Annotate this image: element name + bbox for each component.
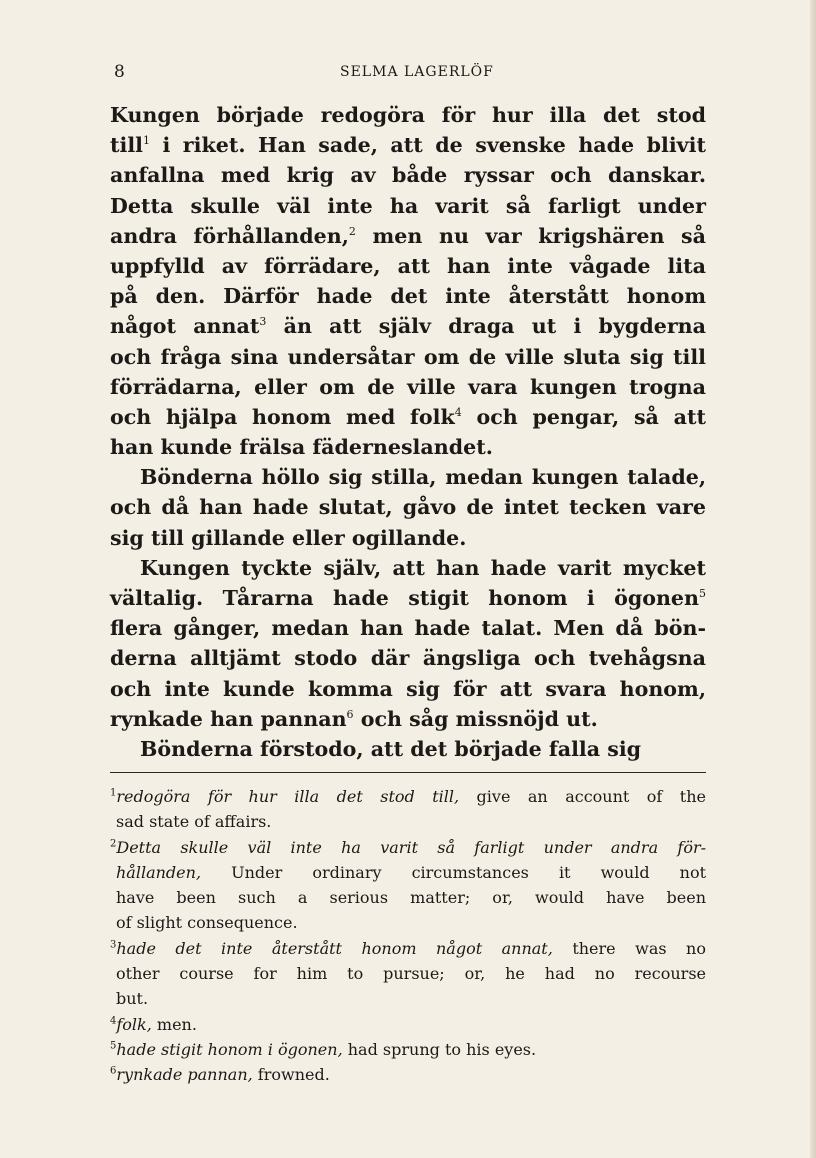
body-line [110,130,706,160]
body-line-text: och då han hade slutat, gåvo de intet tecken vare [110,495,706,520]
body-line [110,311,706,341]
body-line [110,100,706,130]
body-line-text: andra förhållanden, [110,223,349,248]
body-line-text: anfallna med krig av både ryssar och danskar. [110,163,706,188]
body-line [110,553,706,583]
footnote-term: folk, [116,1014,152,1034]
footnote [110,1037,706,1062]
footnote [110,835,706,936]
footnote-gloss: there was no [552,938,706,958]
footnote-term: Detta skulle väl inte ha varit så farligt under andra för- [116,837,706,857]
body-line-text: Detta skulle väl inte ha varit så farligt under [110,193,706,218]
page-edge [810,0,816,1158]
footnote-term: redogöra för hur illa det stod till, [116,787,460,806]
footnote-number: 5 [110,1040,117,1052]
body-line-text: vältalig. Tårarna hade stigit honom i ögonen [110,586,699,610]
footnote-number: 2 [110,838,117,850]
footnote-marker: 1 [142,134,150,148]
body-line [110,191,706,221]
body-line [110,734,706,764]
page-header [114,60,714,90]
footnote-marker: 5 [699,587,706,601]
body-line-text: och fråga sina undersåtar om de ville sluta sig till [110,344,706,369]
footnote-line [110,1012,706,1037]
footnote-marker: 2 [348,224,356,238]
footnote-gloss: men. [151,1014,197,1034]
footnote-term: hållanden, [116,862,202,882]
footnote-gloss: Under ordinary circumstances it would not [201,862,706,882]
body-line [110,432,706,462]
footnote-line [110,860,706,885]
body-line [110,160,706,190]
body-line-text: men nu var krigshären så [355,223,706,248]
footnote-rule [110,772,706,773]
footnote-number: 6 [110,1065,117,1077]
footnote-line [110,809,706,834]
body-line [110,674,706,704]
footnote-line [110,910,706,935]
footnote-line [110,1062,706,1087]
body-line [110,221,706,251]
footnote-gloss: other course for him to pursue; or, he had no recourse [116,964,706,984]
body-line-text: sig till gillande eller ogillande. [110,525,467,550]
body-line-text: något annat [110,314,260,339]
body-line [110,342,706,372]
footnote [110,1062,706,1087]
body-line-text: uppfylld av förrädare, att han inte vågade lita [110,253,706,278]
body-line-text: och pengar, så att [461,404,706,429]
page-number: 8 [114,62,125,82]
footnote-marker: 6 [346,707,354,721]
footnote-marker: 3 [259,315,267,329]
body-line-text: än att själv draga ut i bygderna [266,314,706,339]
footnote-number: 3 [110,939,117,951]
body-line-text: han kunde frälsa fäderneslandet. [110,435,493,460]
body-line-text: derna alltjämt stodo där ängsliga och tvehågsna [110,646,706,671]
body-line-text: Kungen började redogöra för hur illa det stod [110,103,706,127]
footnote-number: 4 [110,1015,117,1027]
body-line-text: till [110,133,143,158]
body-line-text: rynkade han pannan [110,706,347,731]
footnote [110,936,706,1012]
footnote [110,784,706,835]
footnote-line [110,835,706,860]
body-line [110,643,706,673]
body-line [110,704,706,734]
body-line-text: och hjälpa honom med folk [110,404,455,429]
body-line-text: och såg missnöjd ut. [353,706,598,731]
body-line-text: Bönderna höllo sig stilla, medan kungen talade, [140,465,706,490]
footnote-gloss: of slight consequence. [116,913,298,933]
footnote-line [110,1037,706,1062]
footnote-term: rynkade pannan, [116,1065,253,1085]
footnote-line [110,986,706,1011]
footnote [110,1012,706,1037]
footnote-line [110,885,706,910]
body-line [110,402,706,432]
body-line [110,372,706,402]
body-line [110,281,706,311]
body-line [110,492,706,522]
body-line-text: Kungen tyckte själv, att han hade varit mycket [140,555,706,580]
body-line [110,462,706,492]
footnote-term: hade stigit honom i ögonen, [116,1039,343,1059]
body-line-text: flera gånger, medan han hade talat. Men då bön- [110,616,706,641]
body-line-text: på den. Därför hade det inte återstått honom [110,284,706,309]
footnote-gloss: sad state of affairs. [116,812,272,832]
body-text [110,100,706,764]
footnote-line [110,961,706,986]
footnote-gloss: give an account of the [459,787,707,806]
footnote-line [110,784,706,809]
footnote-term: hade det inte återstått honom något annat, [116,938,553,958]
footnote-marker: 4 [454,406,462,420]
body-line-text: Bönderna förstodo, att det började falla sig [140,736,642,761]
body-line [110,583,706,613]
body-line-text: i riket. Han sade, att de svenske hade blivit [149,133,706,158]
body-line [110,613,706,643]
footnote-gloss: frowned. [252,1065,330,1085]
running-head: SELMA LAGERLÖF [340,64,494,80]
footnote-gloss: have been such a serious matter; or, would have been [116,888,706,908]
footnote-line [110,936,706,961]
body-line-text: och inte kunde komma sig för att svara honom, [110,676,706,701]
footnotes [110,784,706,1088]
footnote-gloss: had sprung to his eyes. [342,1039,537,1059]
body-line [110,251,706,281]
footnote-number: 1 [110,787,117,799]
footnote-gloss: but. [116,989,149,1009]
body-line-text: förrädarna, eller om de ville vara kungen trogna [110,374,706,399]
body-line [110,523,706,553]
